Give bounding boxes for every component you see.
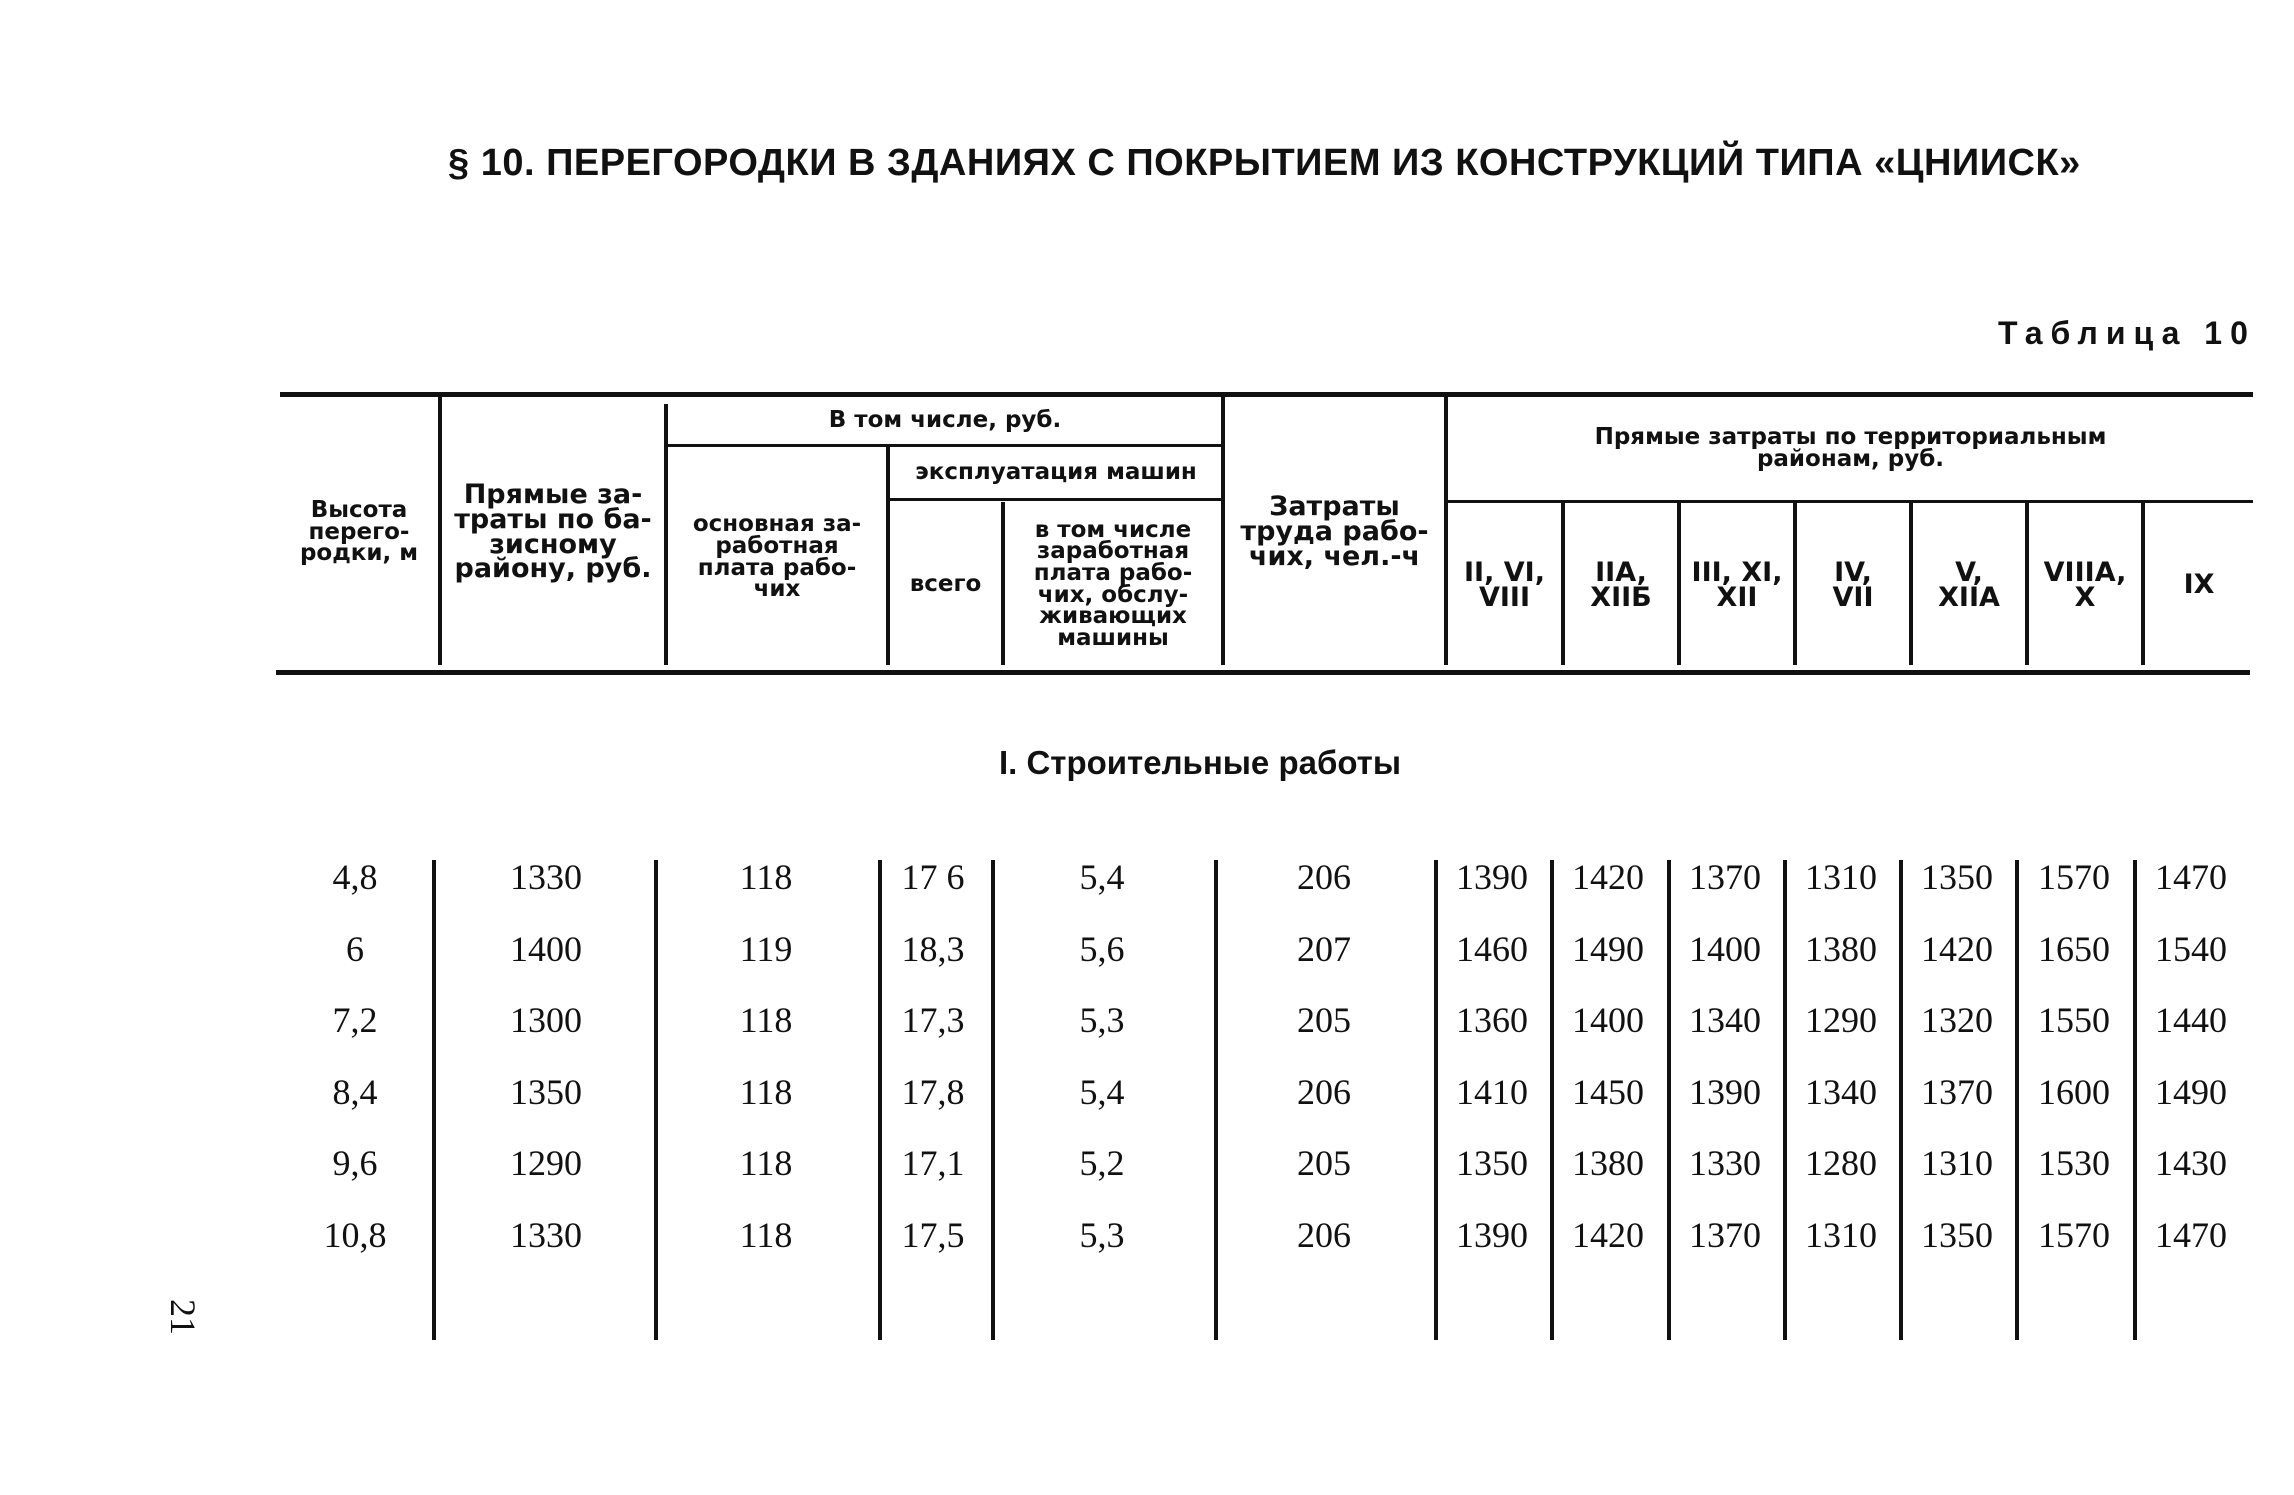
table-cell: 1290 xyxy=(1805,1000,1877,1040)
table-cell: 18,3 xyxy=(901,928,965,969)
table-cell: 5,4 xyxy=(1079,1071,1125,1112)
table-cell: 1400 xyxy=(1689,928,1761,969)
header-direct-base: Прямые за- траты по ба- зисному району, руб. xyxy=(454,478,652,585)
table-cell: 5,3 xyxy=(1079,1000,1125,1040)
table-cell: 17,8 xyxy=(901,1071,965,1112)
table-cell: 1310 xyxy=(1805,857,1877,897)
table-cell: 1540 xyxy=(2155,928,2227,969)
header-region-7: IX xyxy=(2183,569,2215,601)
table-cell: 1460 xyxy=(1456,928,1528,969)
table-cell: 4,8 xyxy=(332,857,378,897)
table-cell: 1390 xyxy=(1456,857,1528,897)
table-cell: 1330 xyxy=(1689,1143,1761,1183)
table-cell: 1470 xyxy=(2155,1214,2227,1255)
table-cell: 1570 xyxy=(2038,857,2110,897)
table-cell: 1550 xyxy=(2038,1000,2110,1040)
table-cell: 206 xyxy=(1297,1071,1351,1112)
header-region-1: II, VI, VIII xyxy=(1464,556,1545,613)
table-cell: 5,3 xyxy=(1079,1214,1125,1255)
table-cell: 119 xyxy=(739,928,793,969)
table-cell: 1570 xyxy=(2038,1214,2110,1255)
table-cell: 1450 xyxy=(1572,1071,1644,1112)
table-cell: 1350 xyxy=(1921,1214,1993,1255)
header-height: Высота перего- родки, м xyxy=(299,497,419,567)
header-region-3: III, XI, XII xyxy=(1691,556,1783,613)
table-cell: 1420 xyxy=(1921,928,1993,969)
table-cell: 1320 xyxy=(1921,1000,1993,1040)
table-cell: 1490 xyxy=(2155,1071,2227,1112)
table-cell: 1350 xyxy=(510,1071,582,1112)
table-row xyxy=(280,1128,2260,1200)
table-cell: 1390 xyxy=(1456,1214,1528,1255)
table-cell: 118 xyxy=(739,1214,793,1255)
table-row xyxy=(280,1200,2260,1272)
table-cell: 1340 xyxy=(1805,1071,1877,1112)
header-region-6: VIIIA, X xyxy=(2043,556,2127,613)
table-cell: 9,6 xyxy=(332,1143,378,1183)
table-cell: 1370 xyxy=(1689,1214,1761,1255)
table-cell: 1420 xyxy=(1572,857,1644,897)
table-label: Таблица 10 xyxy=(1998,315,2256,351)
table-cell: 1390 xyxy=(1689,1071,1761,1112)
table-cell: 1490 xyxy=(1572,928,1644,969)
table-cell: 1410 xyxy=(1456,1071,1528,1112)
table-cell: 1400 xyxy=(510,928,582,969)
table-row xyxy=(280,985,2260,1057)
table-cell: 205 xyxy=(1297,1000,1351,1040)
page-title: § 10. ПЕРЕГОРОДКИ В ЗДАНИЯХ С ПОКРЫТИЕМ ИЗ КОНСТРУКЦИЙ ТИПА «ЦНИИСК» xyxy=(448,142,2081,184)
header-bottom-rule xyxy=(276,670,2250,675)
header-region-2: IIA, XIIБ xyxy=(1590,556,1652,613)
header-regions: Прямые затраты по территориальным районам, руб. xyxy=(1594,423,2107,472)
header-machine-total: всего xyxy=(909,570,982,597)
table-cell: 17,3 xyxy=(901,1000,965,1040)
table-cell: 1350 xyxy=(1921,857,1993,897)
table-cell: 8,4 xyxy=(332,1071,378,1112)
table-cell: 1290 xyxy=(510,1143,582,1183)
page-number: 21 xyxy=(163,1299,203,1335)
table-cell: 206 xyxy=(1297,857,1351,897)
table-cell: 205 xyxy=(1297,1143,1351,1183)
table-row xyxy=(280,914,2260,986)
table-cell: 1360 xyxy=(1456,1000,1528,1040)
table-row xyxy=(280,1057,2260,1129)
table-cell: 1600 xyxy=(2038,1071,2110,1112)
table-cell: 1400 xyxy=(1572,1000,1644,1040)
table-cell: 7,2 xyxy=(332,1000,378,1040)
table-cell: 206 xyxy=(1297,1214,1351,1255)
table-cell: 1470 xyxy=(2155,857,2227,897)
table-cell: 5,2 xyxy=(1079,1143,1125,1183)
table-cell: 17 6 xyxy=(901,857,965,897)
table-cell: 17,1 xyxy=(901,1143,965,1183)
header-machine-wages: в том числе заработная плата рабо- чих, обслу- живающих машины xyxy=(1033,516,1193,651)
table-cell: 1340 xyxy=(1689,1000,1761,1040)
table-cell: 1420 xyxy=(1572,1214,1644,1255)
header-region-5: V, XIIA xyxy=(1938,556,2000,613)
header-including: В том числе, руб. xyxy=(828,406,1062,433)
table-cell: 1300 xyxy=(510,1000,582,1040)
header-divider xyxy=(438,395,442,665)
table-cell: 1330 xyxy=(510,857,582,897)
table-cell: 1440 xyxy=(2155,1000,2227,1040)
table-cell: 1350 xyxy=(1456,1143,1528,1183)
table-cell: 1530 xyxy=(2038,1143,2110,1183)
table-cell: 1330 xyxy=(510,1214,582,1255)
section-title: I. Строительные работы xyxy=(998,744,1402,781)
table-cell: 17,5 xyxy=(901,1214,965,1255)
table-cell: 118 xyxy=(739,857,793,897)
table-cell: 10,8 xyxy=(323,1214,387,1255)
header-region-4: IV, VII xyxy=(1832,556,1874,613)
table-cell: 118 xyxy=(739,1143,793,1183)
header-machine-operation: эксплуатация машин xyxy=(915,458,1197,485)
header-wages: основная за- работная плата рабо- чих xyxy=(692,511,862,603)
table-cell: 6 xyxy=(346,928,364,969)
table-cell: 5,4 xyxy=(1079,857,1125,897)
table-cell: 1380 xyxy=(1572,1143,1644,1183)
table-cell: 1380 xyxy=(1805,928,1877,969)
table-cell: 1650 xyxy=(2038,928,2110,969)
table-cell: 207 xyxy=(1297,928,1351,969)
table-cell: 118 xyxy=(739,1000,793,1040)
table-cell: 1370 xyxy=(1921,1071,1993,1112)
table-cell: 1310 xyxy=(1921,1143,1993,1183)
table-row xyxy=(280,842,2260,914)
table-cell: 1430 xyxy=(2155,1143,2227,1183)
table-cell: 5,6 xyxy=(1079,928,1125,969)
table-cell: 1370 xyxy=(1689,857,1761,897)
table-cell: 1310 xyxy=(1805,1214,1877,1255)
table-cell: 1280 xyxy=(1805,1143,1877,1183)
data-table xyxy=(280,842,2260,1271)
header-labor: Затраты труда рабо- чих, чел.-ч xyxy=(1240,491,1429,572)
table-cell: 118 xyxy=(739,1071,793,1112)
